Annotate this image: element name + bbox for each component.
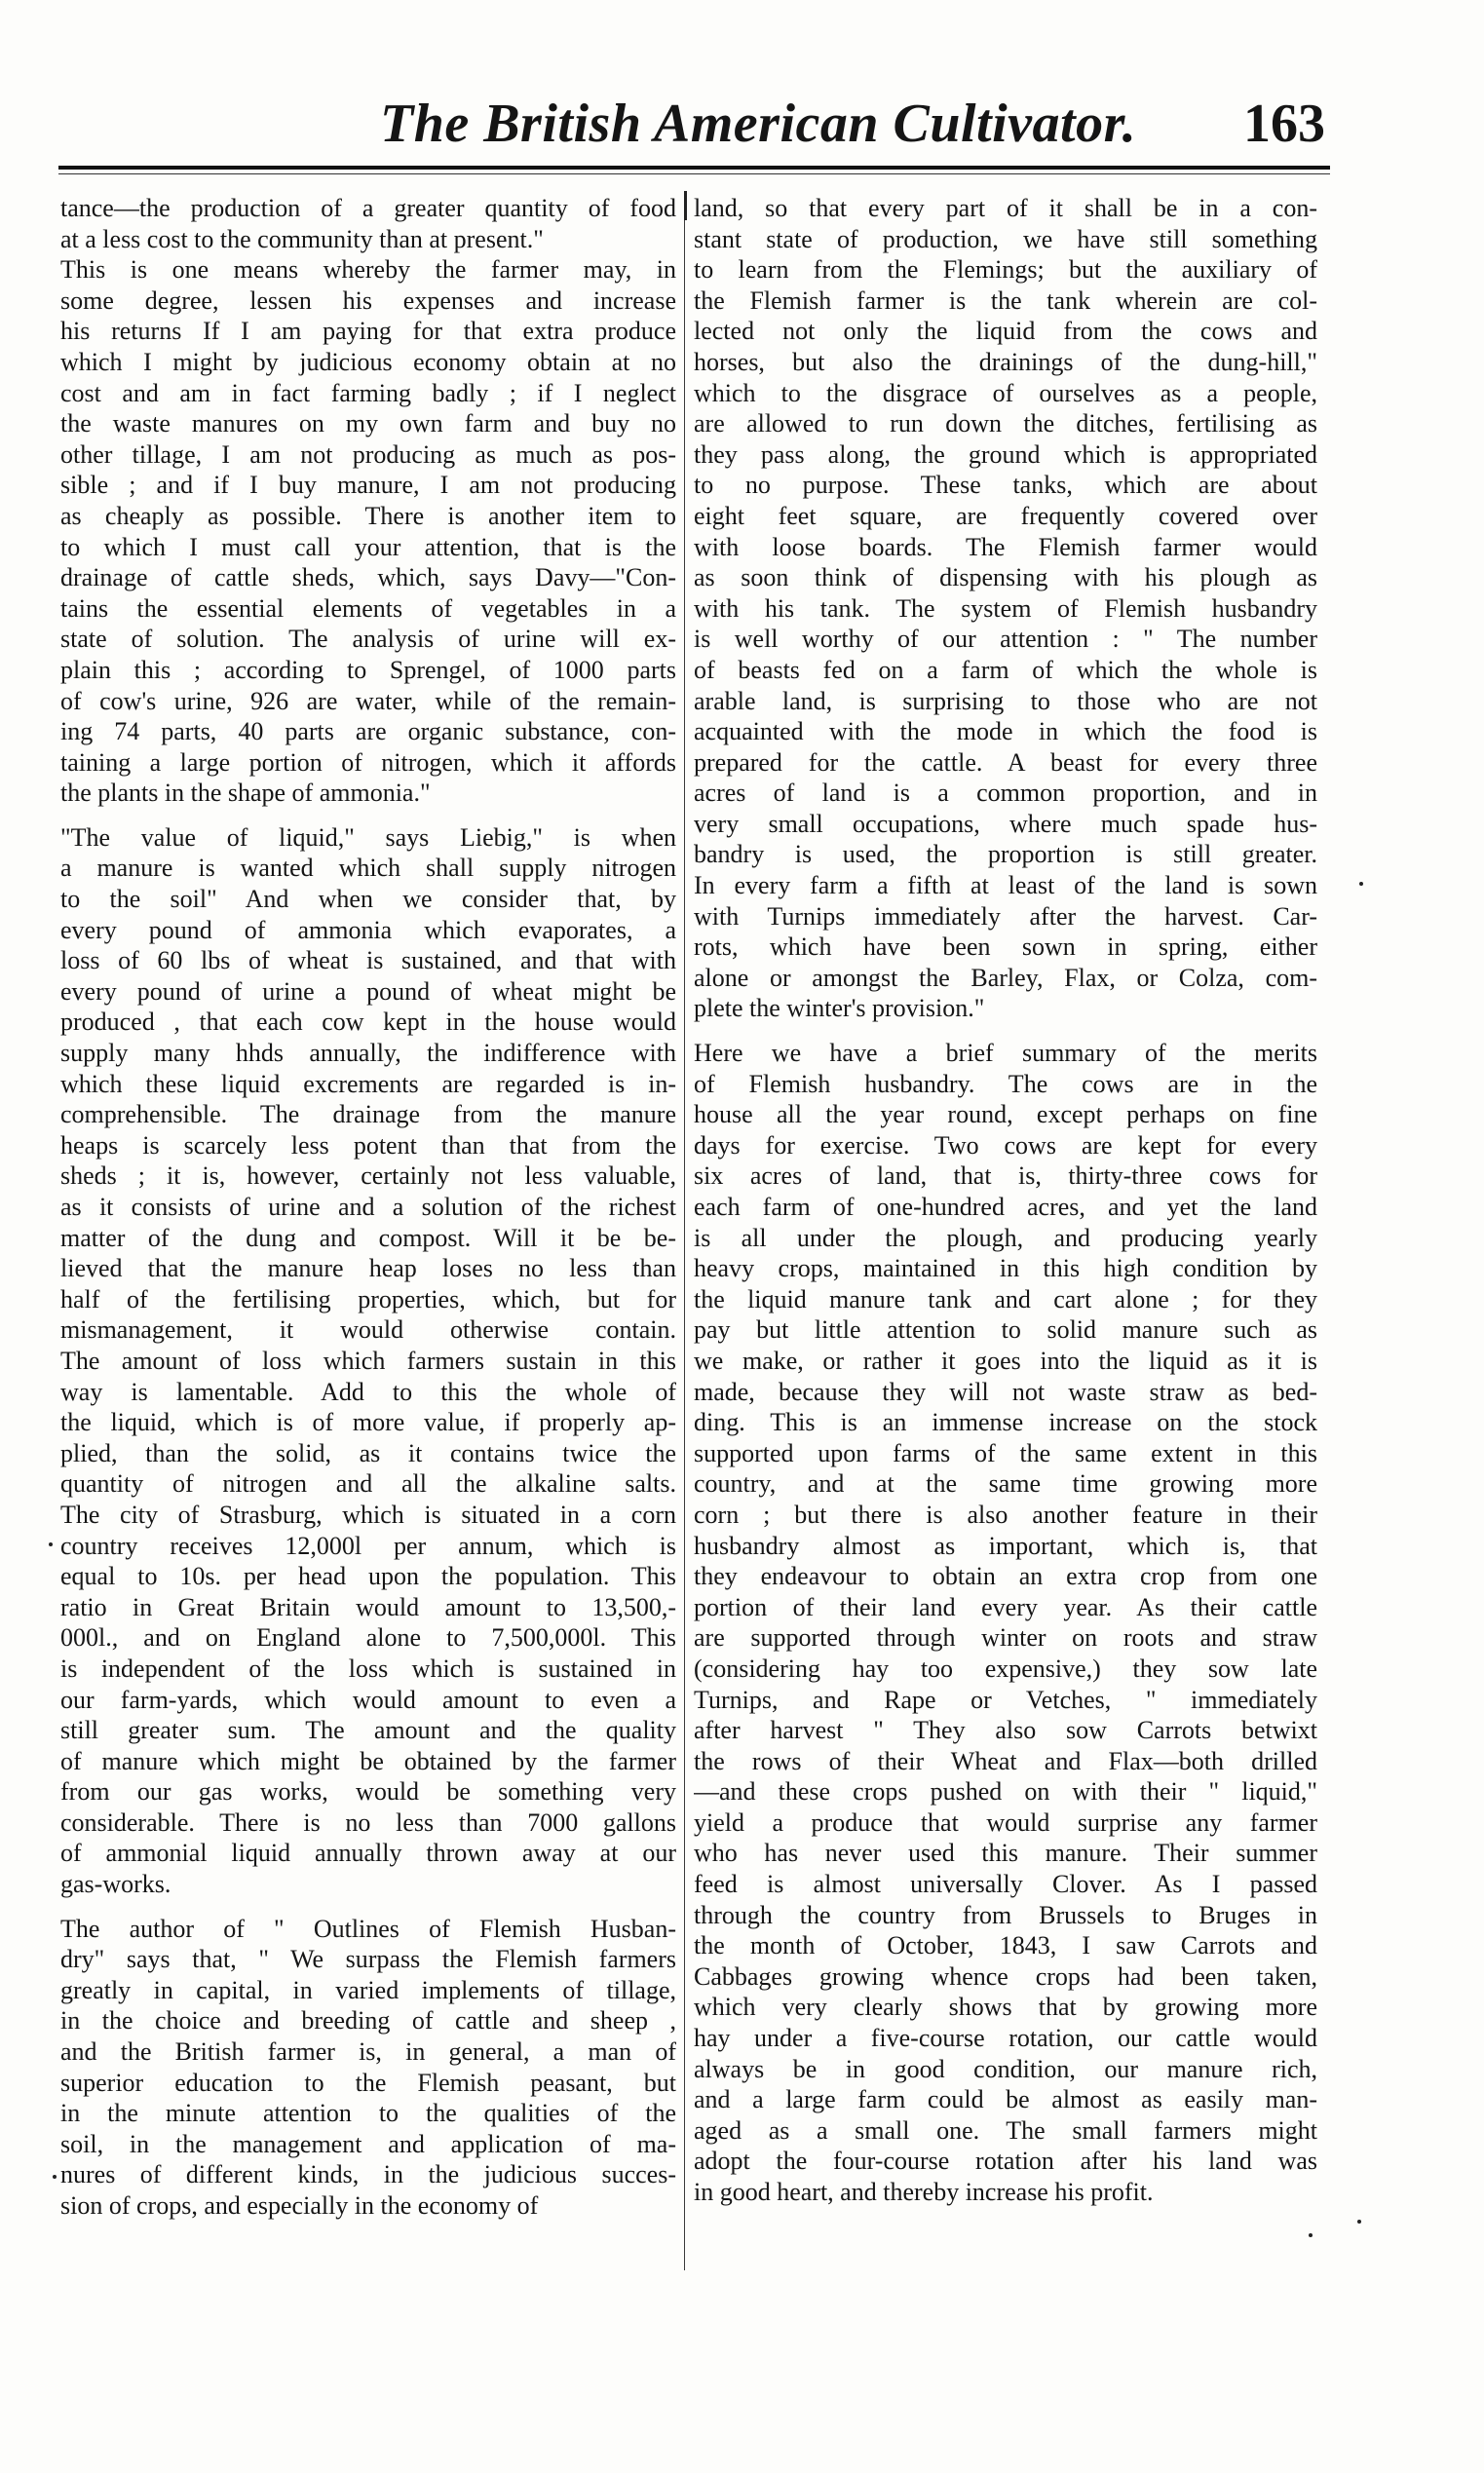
text-line: with his tank. The system of Flemish husbandry (694, 593, 1317, 623)
text-line: of cow's urine, 926 are water, while of the remain- (60, 686, 676, 715)
text-line: the Flemish farmer is the tank wherein are col- (694, 285, 1317, 315)
text-line: This is one means whereby the farmer may, in (60, 255, 676, 285)
text-line: a manure is wanted which shall supply nitrogen (60, 854, 676, 883)
text-line: comprehensible. The drainage from the manure (60, 1100, 676, 1129)
text-line: from our gas works, would be something very (60, 1777, 676, 1807)
text-line: very small occupations, where much spade hus- (694, 809, 1317, 838)
text-line: who has never used this manure. Their summer (694, 1839, 1317, 1868)
text-line: are allowed to run down the ditches, fertilising as (694, 409, 1317, 438)
text-line: every pound of urine a pound of wheat might be (60, 976, 676, 1006)
text-line: nures of different kinds, in the judicious succes- (60, 2160, 676, 2189)
text-line: The city of Strasburg, which is situated in a corn (60, 1500, 676, 1529)
text-line: we make, or rather it goes into the liquid as it is (694, 1346, 1317, 1375)
text-line: and the British farmer is, in general, a man of (60, 2037, 676, 2067)
header-rule-thick (58, 166, 1330, 170)
text-line: sible ; and if I buy manure, I am not producing (60, 471, 676, 500)
text-line: still greater sum. The amount and the quality (60, 1716, 676, 1745)
text-line: always be in good condition, our manure rich, (694, 2054, 1317, 2083)
text-line: state of solution. The analysis of urine will ex- (60, 625, 676, 654)
text-line: made, because they will not waste straw as bed- (694, 1377, 1317, 1406)
text-line: days for exercise. Two cows are kept for every (694, 1130, 1317, 1160)
text-line: country receives 12,000l per annum, which is (60, 1531, 676, 1560)
text-line: as cheaply as possible. There is another item to (60, 501, 676, 530)
text-line: arable land, is surprising to those who are not (694, 686, 1317, 715)
text-line: eight feet square, are frequently covered over (694, 501, 1317, 530)
text-line: of ammonial liquid annually thrown away at our (60, 1839, 676, 1868)
text-line: other tillage, I am not producing as much as pos- (60, 439, 676, 469)
text-line: and a large farm could be almost as easily man- (694, 2085, 1317, 2114)
text-line: plied, than the solid, as it contains twice the (60, 1438, 676, 1467)
text-line: six acres of land, that is, thirty-three cows for (694, 1161, 1317, 1191)
paragraph-gap (60, 1900, 676, 1914)
text-line: gas-works. (60, 1870, 171, 1899)
text-line: The amount of loss which farmers sustain in this (60, 1346, 676, 1375)
text-line: soil, in the management and application of ma- (60, 2129, 676, 2158)
text-line: hay under a five-course rotation, our cattle would (694, 2024, 1317, 2053)
text-line: of beasts fed on a farm of which the whole is (694, 655, 1317, 684)
text-line: lected not only the liquid from the cows and (694, 317, 1317, 346)
text-line: to the soil" And when we consider that, by (60, 885, 676, 914)
text-line: they pass along, the ground which is appropriated (694, 439, 1317, 469)
text-line: of manure which might be obtained by the farmer (60, 1746, 676, 1775)
running-title: The British American Cultivator. (380, 94, 1137, 154)
text-line: the liquid manure tank and cart alone ; for they (694, 1284, 1317, 1313)
text-line: sion of crops, and especially in the economy of (60, 2191, 539, 2220)
text-line: "The value of liquid," says Liebig," is when (60, 822, 676, 852)
text-line: horses, but also the drainings of the dung-hill," (694, 347, 1317, 376)
text-line: way is lamentable. Add to this the whole of (60, 1377, 676, 1406)
text-line: they endeavour to obtain an extra crop from one (694, 1562, 1317, 1591)
text-line: is independent of the loss which is sustained in (60, 1654, 676, 1683)
text-line: bandry is used, the proportion is still greater. (694, 840, 1317, 869)
text-line: the rows of their Wheat and Flax—both drilled (694, 1746, 1317, 1775)
text-line: supply many hhds annually, the indifference with (60, 1039, 676, 1068)
page-number: 163 (1243, 94, 1325, 154)
text-line: portion of their land every year. As their cattle (694, 1592, 1317, 1621)
text-line: of Flemish husbandry. The cows are in the (694, 1069, 1317, 1098)
text-line: land, so that every part of it shall be in a con- (694, 194, 1317, 222)
text-line: in the minute attention to the qualities of the (60, 2099, 676, 2128)
text-line: (considering hay too expensive,) they sow late (694, 1654, 1317, 1683)
text-line: after harvest " They also sow Carrots betwixt (694, 1716, 1317, 1745)
text-line: 000l., and on England alone to 7,500,000l. This (60, 1623, 676, 1653)
text-line: sheds ; it is, however, certainly not less valuable, (60, 1161, 676, 1191)
paragraph-gap (60, 809, 676, 822)
text-line: ratio in Great Britain would amount to 13,500,- (60, 1592, 676, 1621)
text-line: husbandry almost as important, which is, that (694, 1531, 1317, 1560)
text-line: which very clearly shows that by growing more (694, 1993, 1317, 2022)
text-line: the plants in the shape of ammonia." (60, 779, 431, 808)
text-line: his returns If I am paying for that extra produce (60, 317, 676, 346)
text-line: heavy crops, maintained in this high condition by (694, 1254, 1317, 1283)
text-line: through the country from Brussels to Bruges in (694, 1900, 1317, 1929)
text-line: In every farm a fifth at least of the land is sown (694, 871, 1317, 900)
text-line: Turnips, and Rape or Vetches, " immediately (694, 1685, 1317, 1714)
text-line: produced , that each cow kept in the house would (60, 1008, 676, 1037)
text-line: Here we have a brief summary of the merits (694, 1039, 1317, 1068)
text-line: quantity of nitrogen and all the alkaline salts. (60, 1469, 676, 1499)
text-line: mismanagement, it would otherwise contain. (60, 1315, 676, 1345)
text-line: Cabbages growing whence crops had been taken, (694, 1961, 1317, 1991)
print-speck (1309, 2233, 1313, 2237)
text-line: in the choice and breeding of cattle and sheep , (60, 2006, 676, 2035)
text-line: half of the fertilising properties, which, but for (60, 1284, 676, 1313)
text-line: the liquid, which is of more value, if properly ap- (60, 1408, 676, 1437)
text-line: plain this ; according to Sprengel, of 1000 parts (60, 655, 676, 684)
text-line: as soon think of dispensing with his plough as (694, 563, 1317, 592)
column-divider-mark (684, 191, 687, 220)
text-line: greatly in capital, in varied implements of tillage, (60, 1975, 676, 2004)
text-line: superior education to the Flemish peasant, but (60, 2068, 676, 2097)
text-line: in good heart, and thereby increase his profit. (694, 2178, 1154, 2206)
text-line: ing 74 parts, 40 parts are organic substance, con- (60, 717, 676, 746)
text-line: acquainted with the mode in which the food is (694, 717, 1317, 746)
text-line: drainage of cattle sheds, which, says Davy—"Con- (60, 563, 676, 592)
text-line: The author of " Outlines of Flemish Husban- (60, 1914, 676, 1943)
text-line: which I might by judicious economy obtain at no (60, 347, 676, 376)
text-line: the waste manures on my own farm and buy no (60, 409, 676, 438)
print-speck (49, 1542, 53, 1546)
text-line: our farm-yards, which would amount to even a (60, 1685, 676, 1714)
paragraph-gap (694, 1024, 1317, 1038)
text-line: cost and am in fact farming badly ; if I neglect (60, 378, 676, 407)
print-speck (1359, 882, 1363, 886)
print-speck (1357, 2220, 1361, 2224)
text-line: acres of land is a common proportion, and in (694, 779, 1317, 808)
text-line: as it consists of urine and a solution of the richest (60, 1193, 676, 1221)
text-line: at a less cost to the community than at present." (60, 224, 544, 253)
text-line: considerable. There is no less than 7000 gallons (60, 1807, 676, 1837)
text-line: to which I must call your attention, that is the (60, 532, 676, 561)
text-line: are supported through winter on roots and straw (694, 1623, 1317, 1653)
header-rule-thin (58, 173, 1330, 174)
text-line: house all the year round, except perhaps on fine (694, 1100, 1317, 1129)
text-line: the month of October, 1843, I saw Carrots and (694, 1931, 1317, 1960)
column-divider (684, 195, 685, 2270)
text-line: country, and at the same time growing more (694, 1469, 1317, 1499)
left-column (60, 193, 676, 2222)
text-line: to no purpose. These tanks, which are about (694, 471, 1317, 500)
text-line: every pound of ammonia which evaporates, a (60, 915, 676, 944)
text-line: some degree, lessen his expenses and increase (60, 285, 676, 315)
text-line: is well worthy of our attention : " The number (694, 625, 1317, 654)
text-line: —and these crops pushed on with their " liquid," (694, 1777, 1317, 1807)
text-line: prepared for the cattle. A beast for every three (694, 747, 1317, 777)
text-line: rots, which have been sown in spring, either (694, 932, 1317, 962)
text-line: loss of 60 lbs of wheat is sustained, and that with (60, 946, 676, 975)
text-line: plete the winter's provision." (694, 994, 985, 1023)
text-line: with Turnips immediately after the harvest. Car- (694, 901, 1317, 931)
text-line: tance—the production of a greater quantity of food (60, 194, 676, 222)
text-line: equal to 10s. per head upon the population. This (60, 1562, 676, 1591)
text-line: heaps is scarcely less potent than that from the (60, 1130, 676, 1160)
text-line: which these liquid excrements are regarded is in- (60, 1069, 676, 1098)
text-line: adopt the four-course rotation after his land was (694, 2147, 1317, 2176)
text-line: is all under the plough, and producing yearly (694, 1223, 1317, 1252)
page-header (58, 90, 1325, 158)
text-line: each farm of one-hundred acres, and yet the land (694, 1193, 1317, 1221)
text-line: which to the disgrace of ourselves as a people, (694, 378, 1317, 407)
text-line: dry" says that, " We surpass the Flemish farmers (60, 1945, 676, 1974)
text-line: alone or amongst the Barley, Flax, or Colza, com- (694, 963, 1317, 992)
text-line: matter of the dung and compost. Will it be be- (60, 1223, 676, 1252)
text-line: corn ; but there is also another feature in their (694, 1500, 1317, 1529)
text-line: aged as a small one. The small farmers might (694, 2115, 1317, 2145)
text-line: tains the essential elements of vegetables in a (60, 593, 676, 623)
text-line: to learn from the Flemings; but the auxiliary of (694, 255, 1317, 285)
right-column (694, 193, 1317, 2208)
text-line: feed is almost universally Clover. As I passed (694, 1870, 1317, 1899)
text-line: with loose boards. The Flemish farmer would (694, 532, 1317, 561)
text-line: stant state of production, we have still something (694, 224, 1317, 253)
text-line: pay but little attention to solid manure such as (694, 1315, 1317, 1345)
text-line: taining a large portion of nitrogen, which it affords (60, 747, 676, 777)
print-speck (53, 2175, 57, 2179)
text-line: ding. This is an immense increase on the stock (694, 1408, 1317, 1437)
text-line: lieved that the manure heap loses no less than (60, 1254, 676, 1283)
text-line: supported upon farms of the same extent in this (694, 1438, 1317, 1467)
text-line: yield a produce that would surprise any farmer (694, 1807, 1317, 1837)
